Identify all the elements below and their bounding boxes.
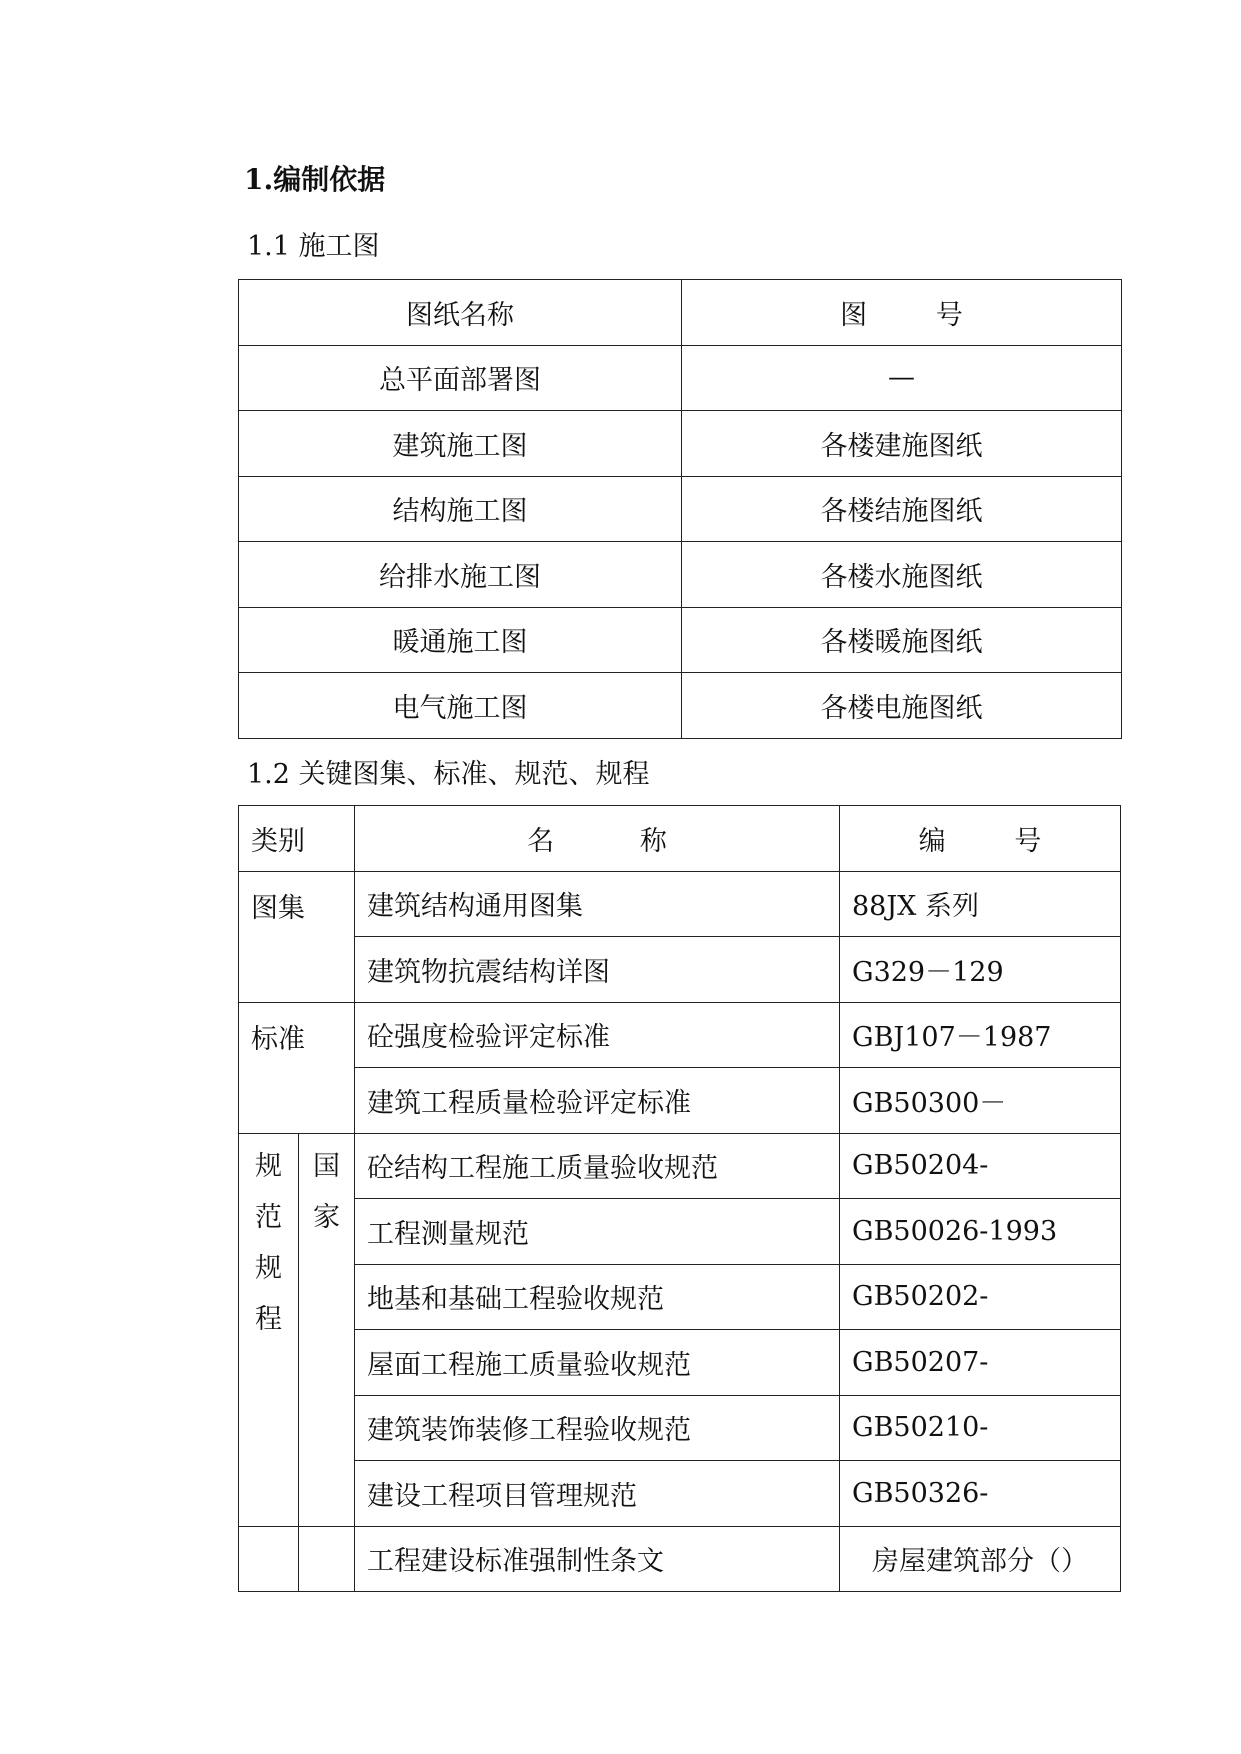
table-row xyxy=(239,542,1122,608)
standard-name-cell: 建设工程项目管理规范 xyxy=(355,1461,840,1527)
standard-code-cell: 房屋建筑部分（） xyxy=(840,1526,1121,1592)
drawing-number-cell: 各楼建施图纸 xyxy=(682,411,1122,477)
drawing-name-cell: 暖通施工图 xyxy=(239,607,682,673)
section-heading-drawings: 1.1 施工图 xyxy=(247,231,380,262)
drawings-table xyxy=(238,279,1122,739)
standard-name-cell: 建筑结构通用图集 xyxy=(355,871,840,937)
standard-code-cell: 88JX 系列 xyxy=(840,871,1121,937)
category-char: 规 xyxy=(255,1150,282,1182)
standard-code-cell: G329－129 xyxy=(840,937,1121,1003)
table-header-row xyxy=(239,806,1121,872)
header-drawing-number: 图 号 xyxy=(682,280,1122,346)
category-char: 程 xyxy=(255,1303,282,1335)
standard-name-cell: 建筑装饰装修工程验收规范 xyxy=(355,1395,840,1461)
drawing-number-cell: 各楼结施图纸 xyxy=(682,476,1122,542)
table-row xyxy=(239,607,1122,673)
table-row xyxy=(239,1526,1121,1592)
drawing-name-cell: 给排水施工图 xyxy=(239,542,682,608)
standard-name-cell: 屋面工程施工质量验收规范 xyxy=(355,1330,840,1396)
standard-name-cell: 砼强度检验评定标准 xyxy=(355,1002,840,1068)
drawing-number-cell: 各楼电施图纸 xyxy=(682,673,1122,739)
standard-code-cell: GB50202- xyxy=(840,1264,1121,1330)
standard-name-cell: 建筑工程质量检验评定标准 xyxy=(355,1068,840,1134)
drawing-name-cell: 结构施工图 xyxy=(239,476,682,542)
table-row xyxy=(239,1133,1121,1199)
table-row xyxy=(239,673,1122,739)
empty-cell xyxy=(299,1526,355,1592)
category-standard: 标准 xyxy=(239,1002,355,1133)
main-heading: 1.编制依据 xyxy=(244,163,386,196)
table-row xyxy=(239,345,1122,411)
header-code: 编 号 xyxy=(840,806,1121,872)
drawing-number-cell: — xyxy=(682,345,1122,411)
standards-table xyxy=(238,805,1121,1592)
table-row xyxy=(239,1461,1121,1527)
table-row xyxy=(239,1002,1121,1068)
table-row xyxy=(239,411,1122,477)
header-category: 类别 xyxy=(239,806,355,872)
drawing-name-cell: 建筑施工图 xyxy=(239,411,682,477)
standard-name-cell: 地基和基础工程验收规范 xyxy=(355,1264,840,1330)
subcategory-char: 家 xyxy=(313,1201,340,1233)
table-header-row xyxy=(239,280,1122,346)
subcategory-national xyxy=(299,1133,355,1526)
table-row xyxy=(239,871,1121,937)
table-row xyxy=(239,937,1121,1003)
category-code-regulation xyxy=(239,1133,299,1526)
category-char: 范 xyxy=(255,1201,282,1233)
standard-code-cell: GB50210- xyxy=(840,1395,1121,1461)
standard-name-cell: 工程建设标准强制性条文 xyxy=(355,1526,840,1592)
header-drawing-name: 图纸名称 xyxy=(239,280,682,346)
standard-code-cell: GB50300－ xyxy=(840,1068,1121,1134)
header-name: 名 称 xyxy=(355,806,840,872)
table-row xyxy=(239,1199,1121,1265)
standard-code-cell: GB50026-1993 xyxy=(840,1199,1121,1265)
standard-name-cell: 工程测量规范 xyxy=(355,1199,840,1265)
standard-code-cell: GBJ107－1987 xyxy=(840,1002,1121,1068)
standard-name-cell: 建筑物抗震结构详图 xyxy=(355,937,840,1003)
standard-code-cell: GB50204- xyxy=(840,1133,1121,1199)
table-row xyxy=(239,476,1122,542)
table-row xyxy=(239,1264,1121,1330)
standard-name-cell: 砼结构工程施工质量验收规范 xyxy=(355,1133,840,1199)
category-char: 规 xyxy=(255,1252,282,1284)
drawing-number-cell: 各楼暖施图纸 xyxy=(682,607,1122,673)
drawing-name-cell: 电气施工图 xyxy=(239,673,682,739)
section-heading-standards: 1.2 关键图集、标准、规范、规程 xyxy=(247,759,650,790)
category-atlas: 图集 xyxy=(239,871,355,1002)
empty-cell xyxy=(239,1526,299,1592)
standard-code-cell: GB50207- xyxy=(840,1330,1121,1396)
drawing-name-cell: 总平面部署图 xyxy=(239,345,682,411)
subcategory-char: 国 xyxy=(313,1150,340,1182)
table-row xyxy=(239,1330,1121,1396)
drawing-number-cell: 各楼水施图纸 xyxy=(682,542,1122,608)
standard-code-cell: GB50326- xyxy=(840,1461,1121,1527)
table-row xyxy=(239,1068,1121,1134)
table-row xyxy=(239,1395,1121,1461)
